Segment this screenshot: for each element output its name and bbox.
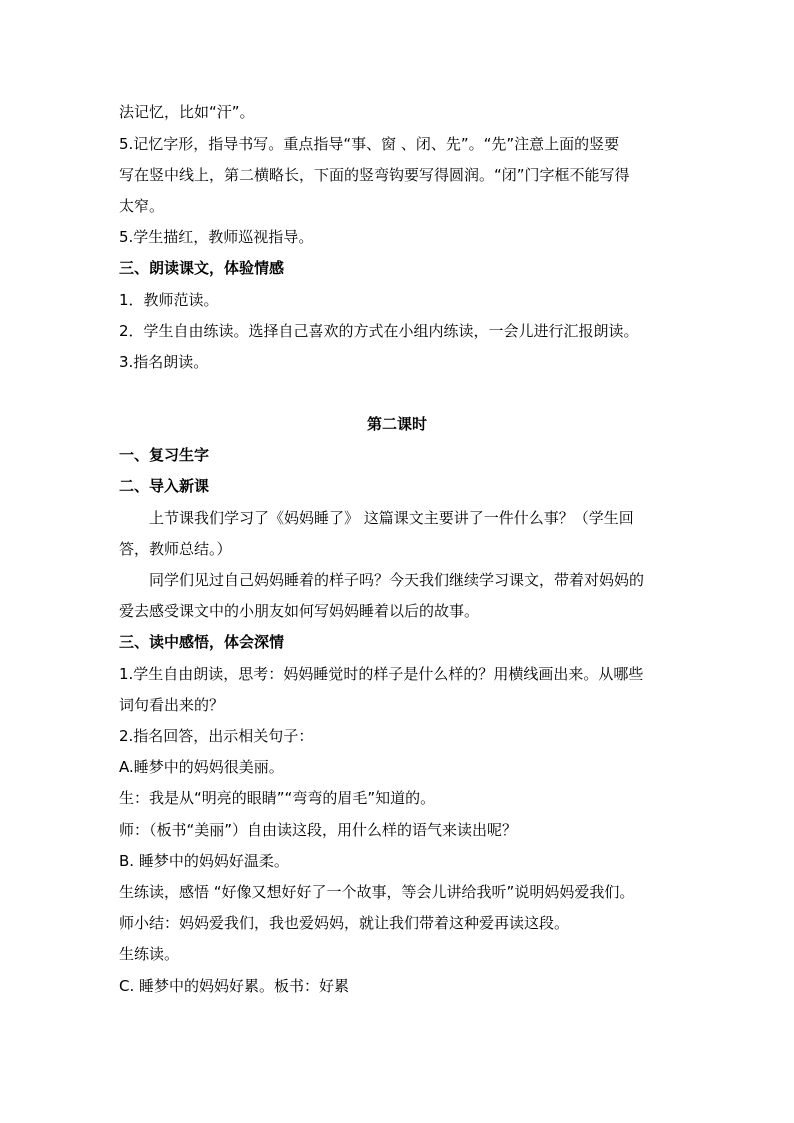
text-line: 2．学生自由练读。选择自己喜欢的方式在小组内练读，一会儿进行汇报朗读。 bbox=[119, 322, 639, 340]
paragraph-line: 答，教师总结。） bbox=[119, 540, 232, 558]
text-line: 1.学生自由朗读，思考：妈妈睡觉时的样子是什么样的？用横线画出来。从哪些 bbox=[119, 665, 644, 683]
section-heading: 一、复习生字 bbox=[119, 446, 210, 464]
section-heading: 三、读中感悟，体会深情 bbox=[119, 633, 285, 651]
section-heading: 三、朗读课文，体验情感 bbox=[119, 259, 285, 277]
text-line: 师：（板书“美丽”）自由读这段，用什么样的语气来读出呢？ bbox=[119, 821, 518, 839]
paragraph-line: 同学们见过自己妈妈睡着的样子吗？今天我们继续学习课文，带着对妈妈的 bbox=[149, 571, 645, 589]
text-line: 法记忆，比如“汗”。 bbox=[119, 103, 255, 121]
text-line: 1．教师范读。 bbox=[119, 291, 219, 309]
text-line: 太窄。 bbox=[119, 197, 165, 215]
text-line: 词句看出来的？ bbox=[119, 696, 225, 714]
text-line: B. 睡梦中的妈妈好温柔。 bbox=[119, 852, 289, 870]
text-line: 5.记忆字形，指导书写。重点指导“事、窗 、闭、先”。“先”注意上面的竖要 bbox=[119, 135, 620, 153]
lesson-title: 第二课时 bbox=[366, 415, 427, 433]
text-line: C. 睡梦中的妈妈好累。板书：好累 bbox=[119, 977, 350, 995]
text-line: 5.学生描红，教师巡视指导。 bbox=[119, 228, 314, 246]
section-heading: 二、导入新课 bbox=[119, 477, 210, 495]
paragraph-line: 上节课我们学习了《妈妈睡了》 这篇课文主要讲了一件什么事？（学生回 bbox=[149, 509, 634, 527]
text-line: 师小结：妈妈爱我们，我也爱妈妈，就让我们带着这种爱再读这段。 bbox=[119, 914, 570, 932]
text-line: 生练读。 bbox=[119, 945, 180, 963]
paragraph-line: 爱去感受课文中的小朋友如何写妈妈睡着以后的故事。 bbox=[119, 602, 480, 620]
text-line: 3.指名朗读。 bbox=[119, 353, 209, 371]
text-line: 生练读，感悟 “好像又想好好了一个故事，等会儿讲给我听”说明妈妈爱我们。 bbox=[119, 883, 635, 901]
text-line: A.睡梦中的妈妈很美丽。 bbox=[119, 758, 284, 776]
text-line: 生：我是从“明亮的眼睛”“弯弯的眉毛”知道的。 bbox=[119, 789, 436, 807]
text-line: 2.指名回答，出示相关句子： bbox=[119, 727, 314, 745]
text-line: 写在竖中线上，第二横略长，下面的竖弯钩要写得圆润。“闭”门字框不能写得 bbox=[119, 166, 630, 184]
